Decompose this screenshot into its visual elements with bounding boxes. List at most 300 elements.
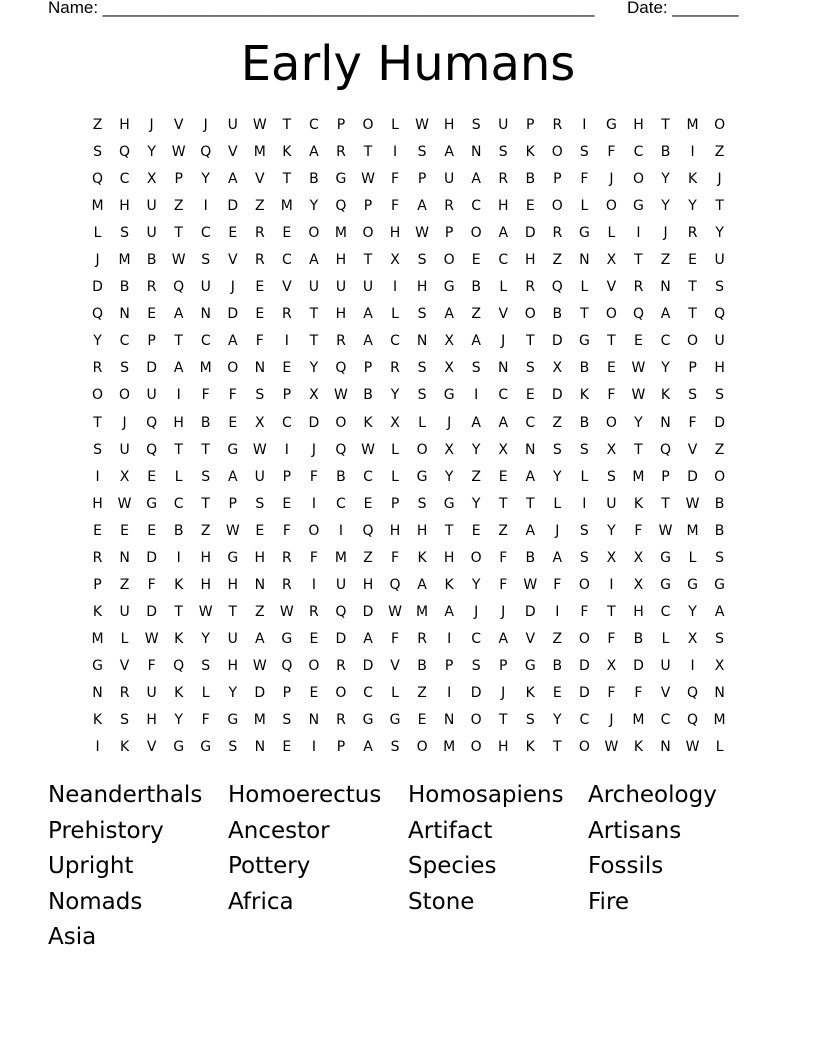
grid-letter: O: [551, 198, 563, 215]
grid-letter: U: [146, 225, 157, 242]
grid-letter: I: [690, 657, 695, 674]
grid-letter: D: [551, 333, 563, 350]
grid-letter: B: [200, 414, 211, 431]
grid-letter: U: [714, 333, 725, 350]
grid-letter: P: [444, 225, 454, 242]
grid-letter: Z: [552, 252, 563, 269]
grid-letter: W: [198, 603, 213, 620]
grid-letter: S: [201, 468, 211, 485]
grid-letter: X: [444, 333, 454, 350]
grid-letter: G: [578, 333, 590, 350]
grid-letter: H: [416, 522, 428, 539]
grid-letter: J: [501, 603, 506, 620]
grid-letter: O: [470, 712, 482, 729]
grid-letter: X: [687, 630, 698, 647]
grid-letter: I: [474, 387, 479, 404]
grid-letter: U: [227, 117, 238, 133]
grid-letter: Z: [255, 198, 265, 215]
grid-letter: R: [146, 279, 157, 296]
grid-letter: E: [147, 306, 157, 323]
grid-letter: I: [582, 117, 587, 133]
grid-letter: T: [309, 333, 319, 350]
grid-letter: C: [633, 144, 644, 161]
grid-letter: V: [525, 630, 536, 647]
grid-letter: L: [174, 468, 183, 485]
grid-letter: Y: [471, 441, 481, 458]
grid-letter: D: [633, 657, 644, 674]
grid-row: [84, 626, 734, 653]
grid-letter: D: [254, 684, 266, 701]
grid-row: [84, 139, 734, 166]
grid-letter: A: [417, 576, 427, 593]
grid-row: [84, 301, 734, 328]
grid-letter: W: [117, 495, 132, 512]
date-field-label[interactable]: Date: _______: [627, 0, 739, 17]
grid-letter: L: [499, 279, 508, 296]
grid-letter: S: [715, 630, 725, 647]
grid-letter: E: [282, 739, 292, 756]
grid-letter: W: [279, 603, 294, 620]
grid-letter: U: [146, 387, 157, 404]
grid-row: [84, 274, 734, 301]
grid-letter: S: [715, 279, 725, 296]
grid-letter: K: [579, 387, 589, 404]
grid-letter: U: [254, 468, 265, 485]
grid-letter: B: [714, 522, 725, 539]
grid-letter: X: [606, 657, 617, 674]
grid-letter: B: [173, 522, 184, 539]
grid-letter: K: [633, 739, 644, 756]
grid-row: [84, 653, 734, 680]
grid-letter: I: [392, 279, 398, 296]
grid-letter: R: [390, 360, 400, 377]
grid-letter: W: [171, 144, 186, 161]
grid-letter: C: [660, 333, 671, 350]
grid-row: [84, 464, 734, 491]
grid-letter: X: [498, 441, 509, 458]
grid-letter: Y: [147, 144, 156, 161]
grid-letter: C: [281, 252, 292, 269]
grid-letter: Q: [92, 171, 104, 188]
grid-row: [84, 572, 734, 599]
grid-letter: Q: [146, 414, 158, 431]
grid-letter: D: [335, 630, 347, 647]
grid-letter: W: [361, 171, 375, 188]
grid-letter: R: [119, 684, 130, 701]
grid-letter: A: [309, 144, 319, 161]
grid-row: [84, 166, 734, 193]
grid-letter: Q: [173, 657, 185, 674]
grid-letter: Y: [661, 198, 670, 215]
grid-letter: C: [200, 333, 211, 350]
grid-letter: T: [661, 495, 670, 512]
grid-letter: T: [634, 441, 643, 458]
grid-letter: M: [199, 360, 212, 377]
grid-letter: B: [417, 657, 427, 674]
grid-letter: Q: [119, 144, 131, 161]
grid-letter: U: [227, 630, 238, 647]
grid-letter: S: [93, 441, 102, 458]
grid-letter: P: [363, 360, 373, 377]
grid-letter: D: [92, 279, 103, 296]
grid-letter: M: [416, 603, 429, 620]
grid-letter: M: [334, 225, 347, 242]
grid-letter: M: [253, 712, 266, 729]
word-list-item: Neanderthals: [48, 782, 203, 808]
grid-letter: X: [309, 387, 319, 404]
grid-letter: W: [415, 225, 429, 242]
grid-letter: A: [660, 306, 671, 323]
grid-letter: S: [228, 739, 238, 756]
grid-letter: J: [474, 603, 479, 620]
grid-letter: H: [335, 306, 347, 323]
grid-letter: S: [417, 306, 427, 323]
grid-letter: A: [498, 414, 509, 431]
grid-letter: A: [417, 198, 427, 215]
grid-letter: E: [282, 225, 292, 242]
grid-letter: I: [311, 576, 316, 593]
grid-row: [84, 734, 734, 761]
grid-letter: B: [552, 657, 563, 674]
grid-letter: H: [416, 279, 428, 296]
grid-letter: E: [471, 252, 481, 269]
grid-letter: D: [687, 468, 698, 485]
grid-letter: R: [498, 171, 509, 188]
grid-letter: Y: [309, 360, 319, 377]
grid-letter: W: [658, 522, 673, 539]
grid-letter: R: [687, 225, 698, 242]
grid-letter: C: [200, 225, 211, 242]
grid-letter: Y: [444, 468, 454, 485]
grid-letter: K: [174, 684, 184, 701]
grid-letter: L: [418, 414, 426, 431]
grid-row: [84, 707, 734, 734]
grid-letter: Q: [714, 306, 726, 323]
grid-letter: N: [254, 360, 266, 377]
grid-letter: N: [660, 739, 671, 756]
grid-letter: S: [525, 360, 535, 377]
grid-letter: I: [95, 468, 100, 485]
grid-letter: H: [119, 117, 130, 133]
grid-letter: G: [200, 739, 212, 756]
grid-letter: G: [443, 279, 455, 296]
grid-letter: U: [308, 279, 320, 296]
grid-letter: U: [362, 279, 374, 296]
grid-letter: U: [444, 171, 455, 188]
grid-letter: O: [308, 657, 320, 674]
grid-letter: U: [606, 495, 617, 512]
grid-letter: E: [363, 495, 373, 512]
grid-letter: K: [92, 712, 103, 729]
grid-letter: X: [633, 576, 644, 593]
grid-letter: A: [552, 549, 563, 566]
grid-letter: A: [498, 225, 509, 242]
grid-letter: Q: [335, 603, 347, 620]
grid-letter: B: [363, 387, 373, 404]
grid-letter: A: [498, 630, 509, 647]
grid-letter: P: [282, 468, 292, 485]
grid-letter: Y: [174, 712, 183, 729]
grid-letter: I: [284, 333, 289, 350]
grid-letter: X: [552, 360, 563, 377]
grid-letter: Q: [632, 306, 644, 323]
grid-letter: T: [174, 603, 183, 620]
grid-letter: G: [660, 549, 671, 566]
grid-letter: D: [362, 657, 374, 674]
grid-letter: E: [606, 360, 616, 377]
grid-letter: G: [443, 387, 455, 404]
grid-letter: T: [525, 495, 535, 512]
grid-letter: T: [201, 441, 210, 458]
grid-letter: W: [685, 495, 700, 512]
grid-letter: M: [443, 739, 456, 756]
grid-letter: O: [308, 522, 320, 539]
grid-letter: J: [609, 712, 614, 729]
grid-letter: D: [308, 414, 320, 431]
grid-letter: J: [149, 117, 154, 133]
grid-letter: S: [255, 387, 265, 404]
grid-letter: J: [311, 441, 316, 458]
grid-letter: T: [174, 225, 183, 242]
grid-letter: H: [146, 712, 157, 729]
grid-letter: E: [93, 522, 102, 539]
grid-letter: W: [171, 252, 186, 269]
grid-letter: Y: [661, 171, 670, 188]
grid-letter: P: [444, 657, 454, 674]
grid-letter: B: [633, 630, 644, 647]
grid-letter: O: [470, 549, 482, 566]
grid-letter: K: [363, 414, 373, 431]
grid-letter: V: [255, 171, 265, 188]
grid-letter: X: [606, 441, 617, 458]
grid-letter: F: [499, 576, 508, 593]
grid-letter: A: [714, 603, 725, 620]
grid-letter: T: [309, 306, 319, 323]
grid-letter: H: [119, 198, 130, 215]
grid-letter: L: [391, 306, 399, 323]
grid-letter: P: [282, 387, 292, 404]
grid-letter: A: [444, 144, 454, 161]
word-list-item: Species: [408, 853, 497, 880]
word-list-item: Fire: [588, 888, 630, 915]
grid-letter: D: [578, 684, 590, 701]
grid-letter: S: [579, 522, 589, 539]
grid-letter: O: [687, 333, 699, 350]
grid-letter: O: [227, 360, 239, 377]
grid-letter: V: [687, 441, 698, 458]
grid-letter: O: [119, 387, 131, 404]
grid-letter: J: [95, 252, 100, 269]
grid-letter: P: [526, 117, 535, 133]
grid-letter: F: [688, 414, 697, 431]
word-list-item: Pottery: [228, 853, 311, 880]
grid-letter: C: [498, 252, 509, 269]
grid-letter: O: [416, 739, 428, 756]
grid-letter: X: [390, 252, 400, 269]
grid-letter: E: [309, 684, 319, 701]
grid-letter: V: [146, 739, 157, 756]
word-list-item: Ancestor: [228, 817, 330, 844]
grid-letter: E: [525, 387, 535, 404]
grid-letter: R: [633, 279, 644, 296]
grid-row: [84, 247, 734, 274]
grid-letter: Y: [201, 630, 210, 647]
grid-letter: T: [201, 495, 210, 512]
grid-letter: O: [416, 441, 428, 458]
grid-letter: I: [311, 495, 316, 512]
grid-letter: W: [415, 117, 429, 133]
grid-letter: Q: [687, 684, 699, 701]
grid-letter: J: [122, 414, 127, 431]
grid-letter: T: [607, 603, 616, 620]
grid-letter: I: [392, 144, 398, 161]
grid-letter: Y: [634, 414, 643, 431]
grid-letter: P: [688, 360, 697, 377]
grid-letter: G: [389, 712, 401, 729]
grid-letter: H: [633, 117, 644, 133]
grid-letter: A: [227, 468, 238, 485]
grid-letter: R: [254, 252, 265, 269]
grid-letter: L: [715, 739, 724, 756]
grid-letter: Z: [119, 576, 130, 593]
grid-letter: C: [498, 387, 509, 404]
grid-letter: S: [120, 360, 130, 377]
grid-letter: I: [284, 441, 289, 458]
grid-letter: A: [173, 360, 184, 377]
grid-letter: D: [714, 414, 725, 431]
grid-letter: F: [147, 576, 156, 593]
grid-letter: F: [255, 333, 264, 350]
grid-letter: Q: [200, 144, 212, 161]
grid-letter: J: [555, 522, 560, 539]
grid-letter: E: [552, 684, 562, 701]
grid-letter: J: [609, 171, 614, 188]
grid-letter: T: [228, 603, 238, 620]
grid-letter: K: [92, 603, 103, 620]
grid-letter: J: [501, 684, 506, 701]
grid-letter: Y: [471, 576, 481, 593]
grid-letter: T: [715, 198, 724, 215]
grid-letter: K: [174, 576, 184, 593]
grid-letter: B: [579, 414, 590, 431]
grid-letter: G: [92, 657, 103, 674]
grid-letter: I: [555, 603, 560, 620]
grid-letter: Z: [660, 252, 671, 269]
grid-letter: Q: [335, 360, 347, 377]
grid-letter: S: [688, 387, 697, 404]
grid-letter: F: [607, 684, 616, 701]
grid-letter: L: [391, 117, 399, 133]
grid-letter: N: [660, 414, 671, 431]
grid-letter: S: [417, 495, 427, 512]
grid-letter: A: [227, 333, 238, 350]
grid-letter: F: [499, 549, 508, 566]
grid-letter: H: [389, 522, 401, 539]
grid-letter: Z: [552, 630, 563, 647]
grid-letter: A: [363, 739, 373, 756]
grid-letter: V: [282, 279, 292, 296]
grid-letter: Z: [255, 603, 265, 620]
grid-letter: S: [471, 360, 481, 377]
grid-letter: U: [498, 117, 509, 133]
grid-letter: U: [714, 252, 725, 269]
grid-letter: M: [334, 549, 347, 566]
grid-letter: H: [714, 360, 725, 377]
grid-letter: T: [444, 522, 454, 539]
grid-letter: U: [146, 684, 157, 701]
grid-letter: A: [363, 630, 373, 647]
grid-letter: X: [119, 468, 130, 485]
grid-letter: I: [447, 684, 452, 701]
grid-letter: D: [227, 198, 239, 215]
grid-letter: Q: [551, 279, 563, 296]
grid-letter: G: [335, 171, 347, 188]
grid-letter: T: [525, 333, 535, 350]
grid-letter: L: [391, 684, 399, 701]
grid-letter: I: [447, 630, 452, 647]
grid-letter: F: [580, 171, 589, 188]
grid-letter: W: [225, 522, 240, 539]
grid-letter: F: [607, 630, 616, 647]
grid-letter: F: [634, 684, 643, 701]
grid-letter: E: [120, 522, 129, 539]
grid-letter: H: [335, 252, 347, 269]
name-field-label[interactable]: Name: ____________________________________________________: [48, 0, 595, 17]
grid-letter: L: [391, 468, 399, 485]
grid-letter: O: [308, 225, 320, 242]
grid-letter: T: [498, 495, 508, 512]
grid-letter: S: [417, 252, 427, 269]
grid-letter: B: [336, 468, 346, 485]
grid-letter: O: [362, 225, 374, 242]
grid-letter: K: [282, 144, 292, 161]
grid-letter: O: [605, 414, 617, 431]
grid-letter: G: [714, 576, 726, 593]
grid-letter: L: [580, 279, 589, 296]
grid-letter: O: [524, 306, 536, 323]
grid-letter: W: [252, 441, 267, 458]
grid-letter: R: [309, 603, 319, 620]
grid-letter: O: [470, 225, 482, 242]
grid-letter: L: [120, 630, 129, 647]
grid-letter: Z: [714, 441, 725, 458]
word-list-item: Artisans: [588, 817, 682, 844]
grid-letter: G: [578, 225, 590, 242]
grid-letter: G: [146, 495, 158, 512]
grid-letter: I: [609, 576, 614, 593]
word-list-item: Asia: [48, 924, 97, 951]
grid-letter: P: [228, 495, 237, 512]
grid-letter: O: [443, 252, 455, 269]
grid-letter: G: [416, 468, 428, 485]
grid-letter: L: [201, 684, 210, 701]
grid-letter: S: [417, 387, 427, 404]
grid-row: [84, 328, 734, 355]
grid-letter: Y: [201, 171, 210, 188]
grid-letter: E: [634, 333, 643, 350]
grid-letter: M: [713, 712, 726, 729]
grid-letter: M: [686, 522, 699, 539]
grid-row: [84, 112, 734, 139]
grid-letter: I: [636, 225, 641, 242]
grid-letter: Z: [200, 522, 211, 539]
grid-letter: F: [391, 171, 400, 188]
grid-letter: K: [660, 387, 671, 404]
grid-letter: W: [252, 657, 267, 674]
grid-letter: L: [553, 495, 562, 512]
grid-letter: B: [525, 549, 536, 566]
grid-letter: W: [631, 387, 646, 404]
